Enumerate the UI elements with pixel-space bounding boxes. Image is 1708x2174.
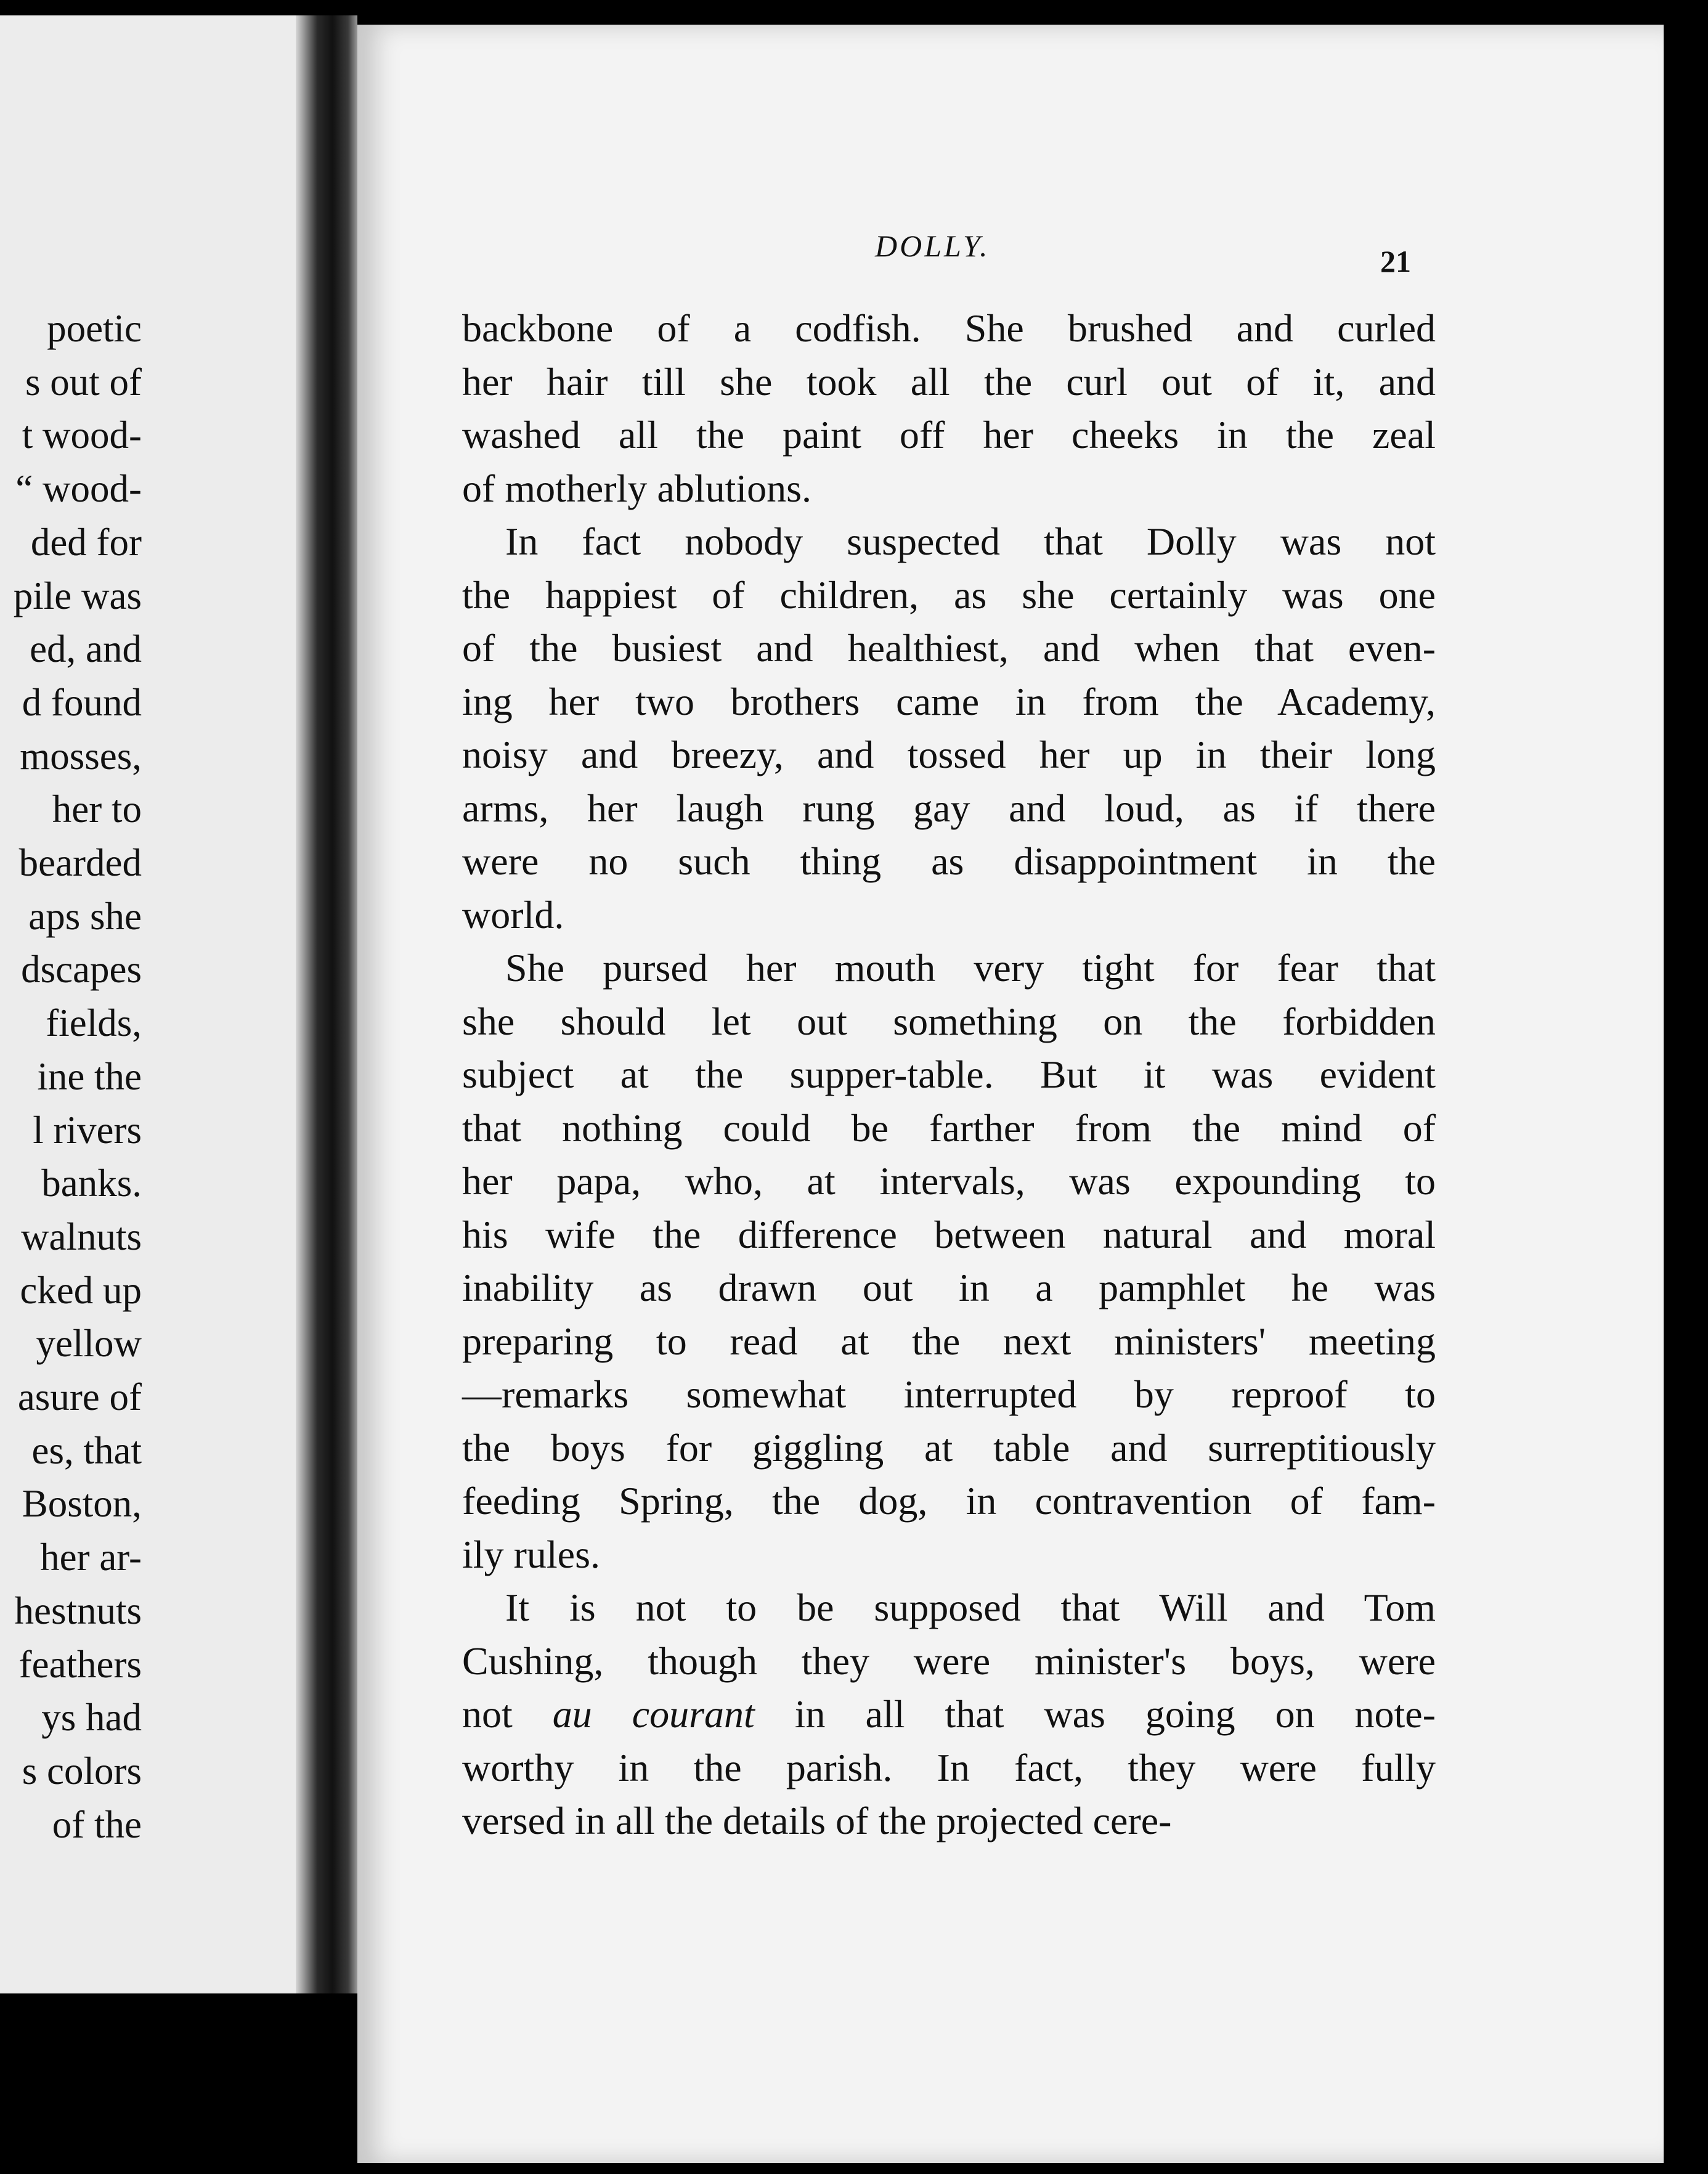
page-number: 21: [1380, 244, 1411, 279]
text-line: In fact nobody suspected that Dolly was not: [505, 519, 1436, 563]
paragraph: [462, 515, 1436, 942]
text-line: Cushing, though they were minister's boys, were: [462, 1639, 1436, 1683]
left-page-line: pile was: [13, 574, 142, 617]
left-page-line: banks.: [41, 1162, 142, 1205]
left-page-line: aps she: [28, 894, 142, 938]
text-line: versed in all the details of the projected cere-: [462, 1799, 1172, 1842]
text-line: noisy and breezy, and tossed her up in their long: [462, 733, 1436, 776]
left-page-line: yellow: [36, 1322, 142, 1366]
left-page-line: “ wood-: [15, 467, 142, 511]
left-page-line: of the: [52, 1802, 142, 1846]
left-page-line: ine the: [37, 1054, 142, 1098]
text-line: —remarks somewhat interrupted by reproof to: [462, 1372, 1436, 1416]
left-page-line: walnuts: [21, 1215, 142, 1258]
text-line: her papa, who, at intervals, was expounding to: [462, 1159, 1436, 1203]
left-page-line: Boston,: [22, 1482, 142, 1526]
left-page-line: s out of: [25, 360, 142, 404]
text-line: her hair till she took all the curl out of it, and: [462, 359, 1436, 404]
paragraph: [462, 1581, 1436, 1848]
text-line: of motherly ablutions.: [462, 466, 812, 510]
left-page-line: s colors: [22, 1749, 142, 1793]
text-line: backbone of a codfish. She brushed and curled: [462, 306, 1436, 350]
text-line: She pursed her mouth very tight for fear that: [505, 946, 1436, 990]
left-page-line: dscapes: [21, 948, 142, 991]
book-gutter: [296, 15, 357, 1993]
left-page-line: es, that: [31, 1428, 142, 1472]
paragraph: [462, 302, 1436, 515]
left-page-line: hestnuts: [14, 1589, 142, 1632]
body-text: [462, 302, 1436, 1848]
paragraph: [462, 942, 1436, 1581]
left-page-line: cked up: [20, 1268, 142, 1312]
text-line: worthy in the parish. In fact, they were fully: [462, 1745, 1436, 1789]
left-page-line: ys had: [41, 1696, 142, 1740]
left-page-line: fields,: [46, 1001, 142, 1045]
left-page-line: feathers: [18, 1642, 142, 1686]
left-page-line: bearded: [18, 841, 142, 884]
text-line: the happiest of children, as she certainly was one: [462, 572, 1436, 617]
left-page-line: ed, and: [30, 627, 142, 671]
right-page: [357, 25, 1664, 2163]
left-page-line: her ar-: [40, 1536, 142, 1579]
running-head: DOLLY.: [875, 229, 990, 263]
text-line: of the busiest and healthiest, and when that even-: [462, 626, 1436, 670]
text-line: preparing to read at the next ministers' meeting: [462, 1319, 1436, 1363]
text-line: that nothing could be farther from the mind of: [462, 1105, 1436, 1150]
text-line: inability as drawn out in a pamphlet he was: [462, 1266, 1436, 1309]
text-line: not au courant in all that was going on note-: [462, 1692, 1436, 1736]
left-page-line: ded for: [30, 520, 142, 564]
text-line: washed all the paint off her cheeks in the zeal: [462, 413, 1436, 457]
text-line: feeding Spring, the dog, in contravention of fam-: [462, 1479, 1436, 1523]
text-line: arms, her laugh rung gay and loud, as if there: [462, 786, 1436, 830]
left-page: [0, 15, 296, 1993]
text-line: the boys for giggling at table and surreptitiously: [462, 1425, 1436, 1470]
left-page-line: mosses,: [20, 734, 142, 778]
text-line: ily rules.: [462, 1532, 600, 1576]
text-line: It is not to be supposed that Will and Tom: [505, 1586, 1436, 1629]
left-page-line: d found: [22, 680, 142, 724]
left-page-line: t wood-: [22, 413, 142, 457]
text-line: she should let out something on the forbidden: [462, 999, 1436, 1043]
left-page-line: her to: [52, 788, 142, 831]
left-page-line: poetic: [47, 307, 142, 350]
text-line: world.: [462, 892, 564, 937]
text-line: ing her two brothers came in from the Academy,: [462, 679, 1436, 723]
text-line: were no such thing as disappointment in the: [462, 839, 1436, 883]
left-page-line: asure of: [17, 1375, 142, 1419]
text-line: subject at the supper-table. But it was evident: [462, 1052, 1436, 1096]
text-line: his wife the difference between natural and moral: [462, 1212, 1436, 1256]
left-page-line: l rivers: [33, 1108, 142, 1152]
